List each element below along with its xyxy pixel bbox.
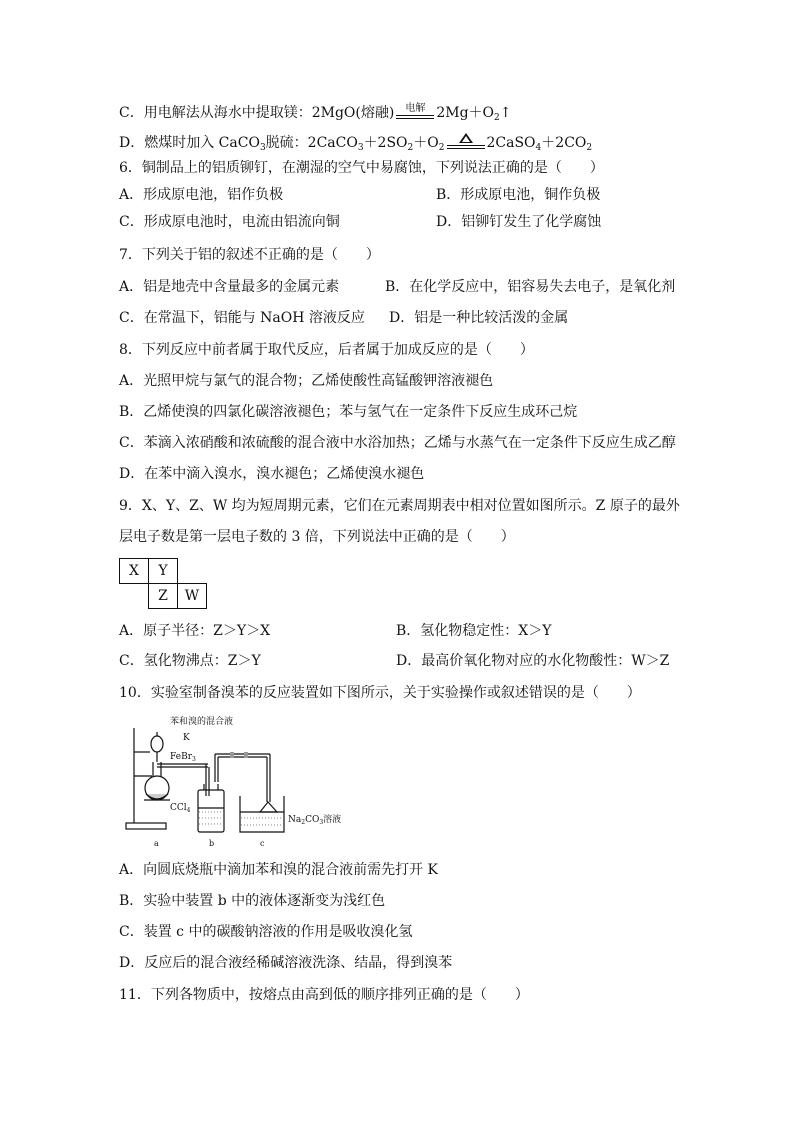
q5-d-sub4: 2 (438, 143, 445, 153)
fig-label-a: a (154, 839, 159, 848)
fig-label-k: K (183, 733, 190, 743)
q9-option-a: A．原子半径：Z＞Y＞X (119, 623, 271, 639)
cell-x: X (119, 558, 149, 584)
q7-stem: 7．下列关于铝的叙述不正确的是（ ） (119, 247, 380, 263)
q8-option-b: B．乙烯使溴的四氯化碳溶液褪色；苯与氢气在一定条件下反应生成环己烷 (119, 404, 578, 420)
q5-d-mid: 脱硫：2CaCO (265, 135, 358, 151)
q5-d-after: 2CaSO (486, 135, 536, 151)
q5-d-sub3: 2 (407, 143, 414, 153)
q9-stem-line2: 层电子数是第一层电子数的 3 倍，下列说法中正确的是（ ） (119, 529, 515, 545)
q8-option-a: A．光照甲烷与氯气的混合物；乙烯使酸性高锰酸钾溶液褪色 (119, 373, 494, 389)
q5-d-sub6: 2 (586, 143, 593, 153)
fig-label-c: c (260, 839, 265, 848)
q10-stem: 10．实验室制备溴苯的反应装置如下图所示，关于实验操作或叙述错误的是（ ） (119, 685, 641, 701)
q7-option-b: B．在化学反应中，铝容易失去电子，是氧化剂 (385, 279, 676, 295)
fig-label-ccl4: CCl$_4$ (170, 803, 191, 814)
cell-z: Z (148, 583, 178, 609)
q6-stem: 6．铜制品上的铝质铆钉，在潮湿的空气中易腐蚀，下列说法正确的是（ ） (119, 160, 604, 176)
q5-c-suffix: 2Mg＋O (436, 105, 495, 121)
q6-option-d: D．铝铆钉发生了化学腐蚀 (436, 214, 602, 230)
q10-option-c: C．装置 c 中的碳酸钠溶液的作用是吸收溴化氢 (119, 924, 413, 940)
q9-option-c: C．氢化物沸点：Z＞Y (119, 653, 261, 669)
q10-option-b: B．实验中装置 b 中的液体逐渐变为浅红色 (119, 893, 386, 909)
q7-option-c: C．在常温下，铝能与 NaOH 溶液反应 (119, 310, 365, 326)
fig-label-mix: 苯和溴的混合液 (170, 717, 234, 727)
q8-option-d: D．在苯中滴入溴水，溴水褪色；乙烯使溴水褪色 (119, 466, 425, 482)
q5-option-d (119, 133, 592, 158)
fig-label-febr: FeBr$_3$ (170, 752, 196, 763)
q9-option-d: D．最高价氧化物对应的水化物酸性：W＞Z (396, 653, 670, 669)
q8-option-c: C．苯滴入浓硝酸和浓硫酸的混合液中水浴加热；乙烯与水蒸气在一定条件下反应生成乙醇 (119, 435, 676, 451)
q11-stem: 11．下列各物质中，按熔点由高到低的顺序排列正确的是（ ） (119, 987, 529, 1003)
fig-label-b: b (209, 839, 215, 848)
q5-d-end: ＋2CO (541, 135, 587, 151)
q5-d-prefix: D．燃煤时加入 CaCO (119, 135, 260, 151)
q9-option-b: B．氢化物稳定性：X＞Y (396, 623, 552, 639)
fig-label-na2co3: $Na_2CO_3$溶液 (288, 815, 342, 826)
q5-d-sub2: 3 (357, 143, 364, 153)
bromobenzene-apparatus-figure (120, 712, 360, 852)
q6-option-b: B．形成原电池，铜作负极 (436, 187, 601, 203)
electrolysis-equals-sign (394, 103, 436, 123)
q7-option-d: D．铝是一种比较活泼的金属 (389, 310, 569, 326)
q5-option-c (119, 103, 511, 128)
q10-option-d: D．反应后的混合液经稀碱溶液洗涤、结晶，得到溴苯 (119, 955, 453, 971)
q6-option-a: A．形成原电池，铝作负极 (119, 187, 284, 203)
q6-option-c: C．形成原电池时，电流由铝流向铜 (119, 214, 340, 230)
q5-d-sub5: 4 (535, 143, 542, 153)
cell-y: Y (148, 558, 178, 584)
gas-arrow: ↑ (499, 105, 512, 121)
q5-c-prefix: C．用电解法从海水中提取镁：2MgO(熔融) (119, 105, 395, 121)
heating-equals-sign (445, 133, 487, 153)
cell-w: W (177, 583, 207, 609)
q7-option-a: A．铝是地壳中含量最多的金属元素 (119, 279, 340, 295)
q10-option-a: A．向圆底烧瓶中滴加苯和溴的混合液前需先打开 K (119, 862, 439, 878)
q5-d-mid3: ＋O (413, 135, 439, 151)
q9-stem-line1: 9．X、Y、Z、W 均为短周期元素，它们在元素周期表中相对位置如图所示。Z 原子的最外 (119, 498, 680, 514)
q5-d-mid2: ＋2SO (363, 135, 408, 151)
q5-c-sub: 2 (494, 113, 500, 123)
electrolysis-condition: 电解 (405, 103, 426, 114)
q8-stem: 8．下列反应中前者属于取代反应，后者属于加成反应的是（ ） (119, 342, 534, 358)
q5-d-sub1: 3 (259, 143, 266, 153)
